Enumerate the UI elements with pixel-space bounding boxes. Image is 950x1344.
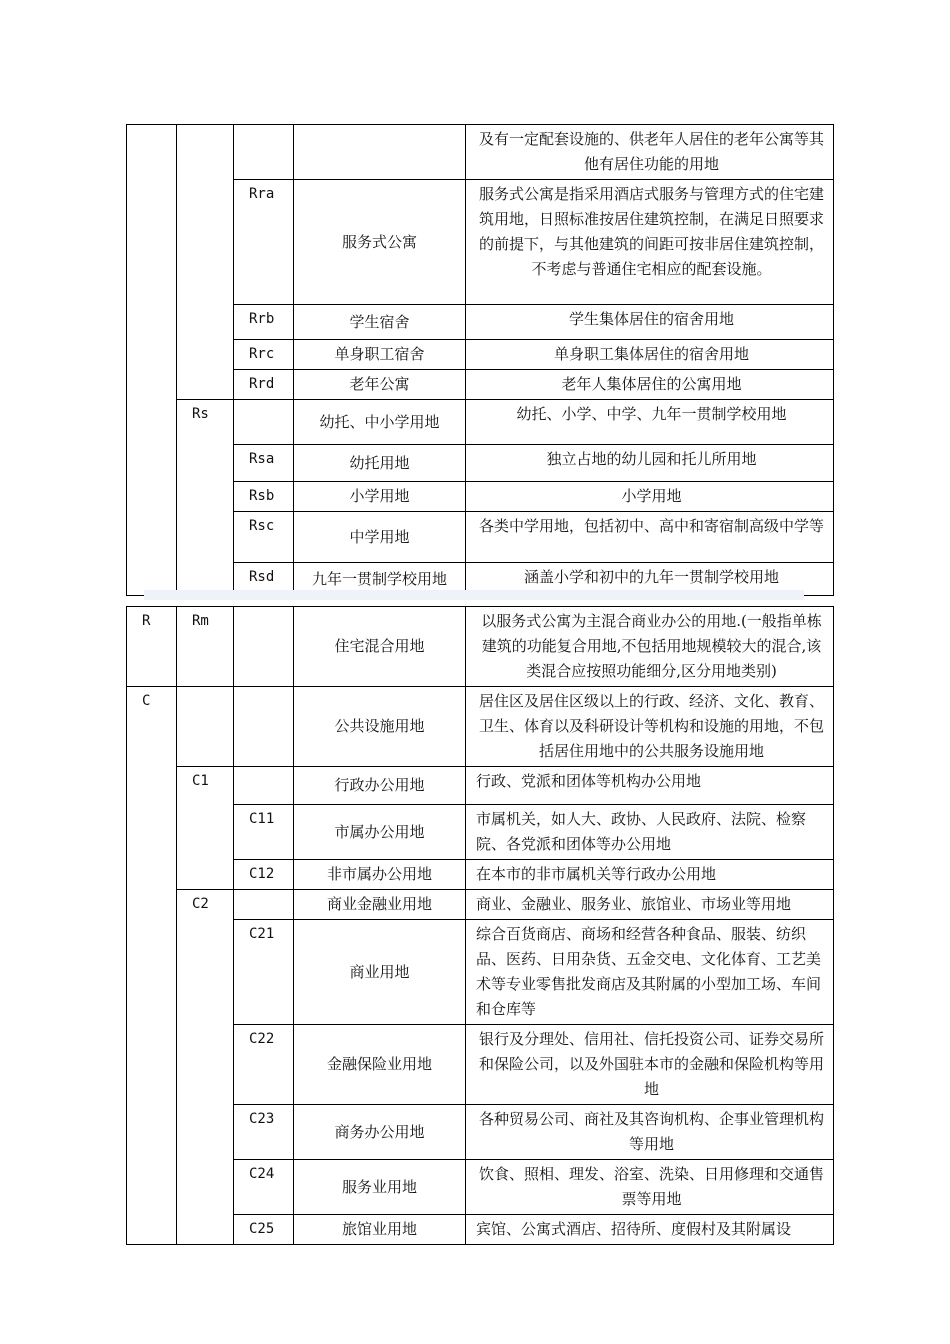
category-name-cell: 单身职工宿舍 <box>294 340 466 370</box>
page-divider <box>144 590 804 600</box>
table-row <box>127 860 834 890</box>
category-name-cell: 市属办公用地 <box>294 805 466 860</box>
description-cell: 各种贸易公司、商社及其咨询机构、企事业管理机构等用地 <box>466 1105 834 1160</box>
minor-code-cell: C12 <box>234 860 294 890</box>
category-name-cell: 商业用地 <box>294 920 466 1025</box>
minor-code-cell: Rsd <box>234 563 294 596</box>
table-row <box>127 920 834 1025</box>
description-cell: 独立占地的幼儿园和托儿所用地 <box>466 445 834 482</box>
mid-code-cell <box>177 687 234 767</box>
description-cell: 以服务式公寓为主混合商业办公的用地.(一般指单栋建筑的功能复合用地,不包括用地规模较大的混合,该类混合应按照功能细分,区分用地类别) <box>466 607 834 687</box>
minor-code-cell: Rrd <box>234 370 294 400</box>
minor-code-cell: Rsb <box>234 482 294 512</box>
table-row <box>127 482 834 512</box>
description-cell: 宾馆、公寓式酒店、招待所、度假村及其附属设 <box>466 1215 834 1245</box>
table-row <box>127 1105 834 1160</box>
table-row <box>127 445 834 482</box>
description-cell: 单身职工集体居住的宿舍用地 <box>466 340 834 370</box>
mid-code-cell <box>177 125 234 400</box>
description-cell: 行政、党派和团体等机构办公用地 <box>466 767 834 805</box>
category-name-cell: 商业金融业用地 <box>294 890 466 920</box>
minor-code-cell: C25 <box>234 1215 294 1245</box>
mid-code-cell: Rs <box>177 400 234 596</box>
minor-code-cell: Rra <box>234 180 294 305</box>
description-cell: 饮食、照相、理发、浴室、洗染、日用修理和交通售票等用地 <box>466 1160 834 1215</box>
category-name-cell: 服务业用地 <box>294 1160 466 1215</box>
category-name-cell: 服务式公寓 <box>294 180 466 305</box>
description-cell: 商业、金融业、服务业、旅馆业、市场业等用地 <box>466 890 834 920</box>
category-name-cell: 幼托用地 <box>294 445 466 482</box>
category-name-cell: 旅馆业用地 <box>294 1215 466 1245</box>
minor-code-cell: Rrb <box>234 305 294 340</box>
category-name-cell: 学生宿舍 <box>294 305 466 340</box>
category-name-cell: 九年一贯制学校用地 <box>294 563 466 596</box>
minor-code-cell <box>234 400 294 445</box>
minor-code-cell <box>234 125 294 180</box>
description-cell: 幼托、小学、中学、九年一贯制学校用地 <box>466 400 834 445</box>
table-row <box>127 125 834 180</box>
description-cell: 居住区及居住区级以上的行政、经济、文化、教育、卫生、体育以及科研设计等机构和设施的用地，不包括居住用地中的公共服务设施用地 <box>466 687 834 767</box>
description-cell: 小学用地 <box>466 482 834 512</box>
major-code-cell <box>127 125 177 596</box>
minor-code-cell: C24 <box>234 1160 294 1215</box>
description-cell: 在本市的非市属机关等行政办公用地 <box>466 860 834 890</box>
table-row <box>127 1215 834 1245</box>
table-row <box>127 890 834 920</box>
category-name-cell: 幼托、中小学用地 <box>294 400 466 445</box>
minor-code-cell: C21 <box>234 920 294 1025</box>
description-cell: 服务式公寓是指采用酒店式服务与管理方式的住宅建筑用地，日照标准按居住建筑控制，在满足日照要求的前提下，与其他建筑的间距可按非居住建筑控制，不考虑与普通住宅相应的配套设施。 <box>466 180 834 305</box>
minor-code-cell: C22 <box>234 1025 294 1105</box>
land-use-table-1 <box>126 124 834 596</box>
category-name-cell: 行政办公用地 <box>294 767 466 805</box>
table-row <box>127 400 834 445</box>
table-row <box>127 370 834 400</box>
land-use-table-2 <box>126 606 834 1245</box>
mid-code-cell: C1 <box>177 767 234 890</box>
table-row <box>127 687 834 767</box>
table-row <box>127 805 834 860</box>
table-row <box>127 1025 834 1105</box>
category-name-cell: 非市属办公用地 <box>294 860 466 890</box>
table-row <box>127 305 834 340</box>
table-row <box>127 767 834 805</box>
description-cell: 银行及分理处、信用社、信托投资公司、证券交易所和保险公司，以及外国驻本市的金融和保险机构等用地 <box>466 1025 834 1105</box>
minor-code-cell: C11 <box>234 805 294 860</box>
description-cell: 学生集体居住的宿舍用地 <box>466 305 834 340</box>
minor-code-cell: C23 <box>234 1105 294 1160</box>
minor-code-cell: Rsc <box>234 512 294 563</box>
minor-code-cell <box>234 687 294 767</box>
category-name-cell: 商务办公用地 <box>294 1105 466 1160</box>
category-name-cell: 公共设施用地 <box>294 687 466 767</box>
description-cell: 综合百货商店、商场和经营各种食品、服装、纺织品、医药、日用杂货、五金交电、文化体育、工艺美术等专业零售批发商店及其附属的小型加工场、车间和仓库等 <box>466 920 834 1025</box>
mid-code-cell: C2 <box>177 890 234 1245</box>
mid-code-cell: Rm <box>177 607 234 687</box>
minor-code-cell <box>234 890 294 920</box>
category-name-cell <box>294 125 466 180</box>
category-name-cell: 住宅混合用地 <box>294 607 466 687</box>
major-code-cell: R <box>127 607 177 687</box>
description-cell: 老年人集体居住的公寓用地 <box>466 370 834 400</box>
minor-code-cell: Rsa <box>234 445 294 482</box>
table-row <box>127 512 834 563</box>
description-cell: 市属机关，如人大、政协、人民政府、法院、检察院、各党派和团体等办公用地 <box>466 805 834 860</box>
minor-code-cell: Rrc <box>234 340 294 370</box>
description-cell: 各类中学用地，包括初中、高中和寄宿制高级中学等 <box>466 512 834 563</box>
description-cell: 及有一定配套设施的、供老年人居住的老年公寓等其他有居住功能的用地 <box>466 125 834 180</box>
minor-code-cell <box>234 607 294 687</box>
description-cell: 涵盖小学和初中的九年一贯制学校用地 <box>466 563 834 596</box>
table-row <box>127 607 834 687</box>
table-row <box>127 180 834 305</box>
category-name-cell: 金融保险业用地 <box>294 1025 466 1105</box>
minor-code-cell <box>234 767 294 805</box>
category-name-cell: 老年公寓 <box>294 370 466 400</box>
table-row <box>127 340 834 370</box>
category-name-cell: 小学用地 <box>294 482 466 512</box>
table-row <box>127 1160 834 1215</box>
major-code-cell: C <box>127 687 177 1245</box>
category-name-cell: 中学用地 <box>294 512 466 563</box>
